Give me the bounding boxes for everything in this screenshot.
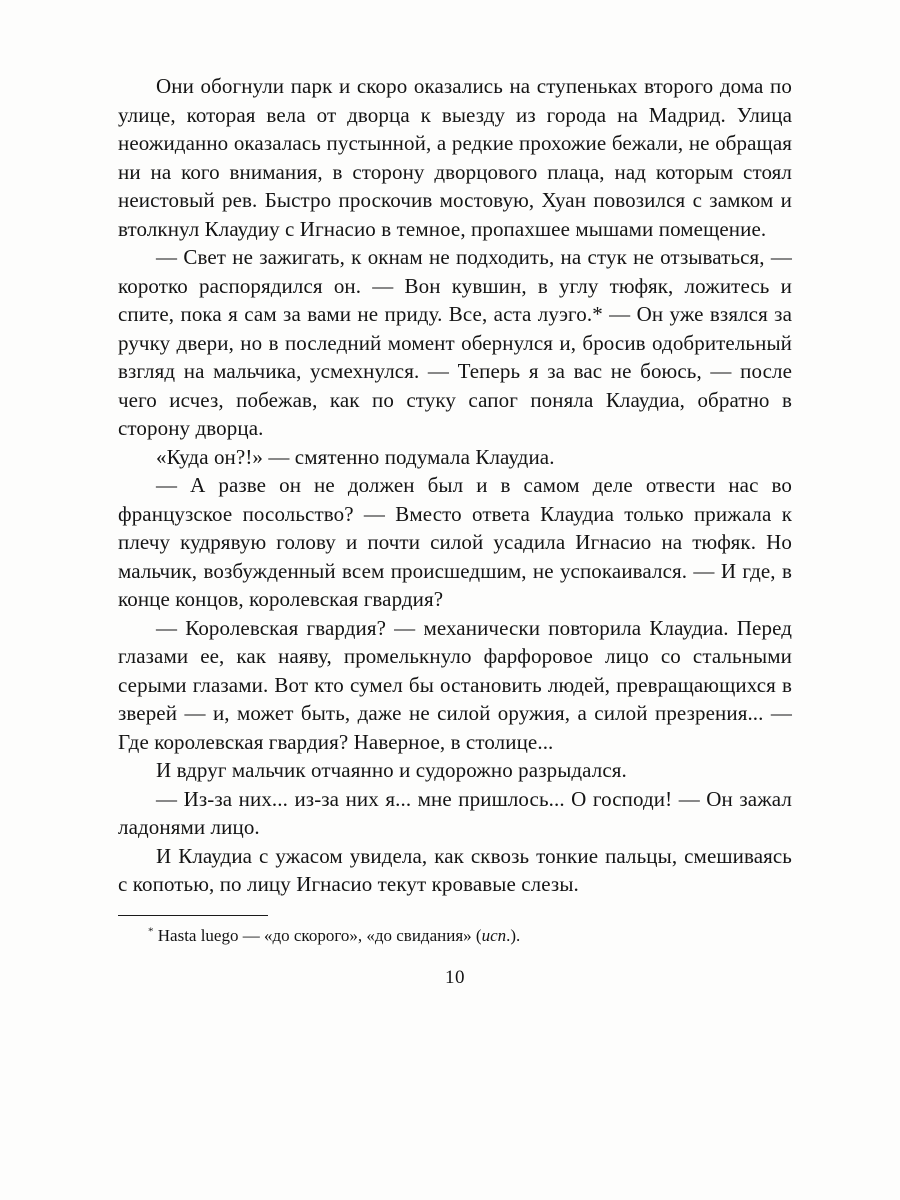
paragraph: — Королевская гвардия? — механически повторила Клаудиа. Перед глазами ее, как наяву, промелькнуло фарфоровое лицо со стальными серыми глазами. Вот кто сумел бы остановить людей, превращающихся в зверей — и, может быть, даже не силой оружия, а силой презрения... — Где королевская гвардия? Наверное, в столице... bbox=[118, 615, 792, 754]
paragraph: Они обогнули парк и скоро оказались на ступеньках второго дома по улице, которая вела от дворца к выезду из города на Мадрид. Улица неожиданно оказалась пустынной, а редкие прохожие бежали, не обращая ни на кого внимания, в сторону дворцового плаца, над которым стоял неистовый рев. Быстро проскочив мостовую, Хуан повозился с замком и втолкнул Клаудиу с Игнасио в темное, пропахшее мышами помещение. bbox=[118, 74, 792, 241]
footnote-text: Hasta luego — «до скорого», «до свидания» ( bbox=[153, 925, 482, 945]
paragraph: — Свет не зажигать, к окнам не подходить, на стук не отзываться, — коротко распорядился он. — Вон кувшин, в углу тюфяк, ложитесь и спите, пока я сам за вами не приду. Все, аста луэго.* — Он уже взялся за ручку двери, но в последний момент обернулся и, бросив одобрительный взгляд на мальчика, усмехнулся. — Теперь я за вас не боюсь, — после чего исчез, побежав, как по стуку сапог поняла Клаудиа, обратно в сторону дворца. bbox=[118, 245, 792, 440]
footnote-separator bbox=[118, 915, 268, 916]
footnote-language-label: исп bbox=[481, 925, 507, 945]
paragraph: — Из-за них... из-за них я... мне пришлось... О господи! — Он зажал ладонями лицо. bbox=[118, 786, 792, 839]
paragraph: И вдруг мальчик отчаянно и судорожно разрыдался. bbox=[156, 758, 627, 782]
paragraph: — А разве он не должен был и в самом деле отвести нас во французское посольство? — Вместо ответа Клаудиа только прижала к плечу кудрявую голову и почти силой усадила Игнасио на тюфяк. Но мальчик, возбужденный всем происшедшим, не успокаивался. — И где, в конце концов, королевская гвардия? bbox=[118, 473, 792, 611]
footnote-text-end: .). bbox=[506, 925, 521, 945]
footnote-marker: * bbox=[148, 924, 154, 937]
paragraph: И Клаудиа с ужасом увидела, как сквозь тонкие пальцы, смешиваясь с копотью, по лицу Игнасио текут кровавые слезы. bbox=[118, 843, 792, 896]
footnote bbox=[118, 924, 792, 947]
page-number: 10 bbox=[445, 966, 465, 988]
paragraph: «Куда он?!» — смятенно подумала Клаудиа. bbox=[156, 444, 555, 469]
text-block bbox=[118, 72, 792, 989]
